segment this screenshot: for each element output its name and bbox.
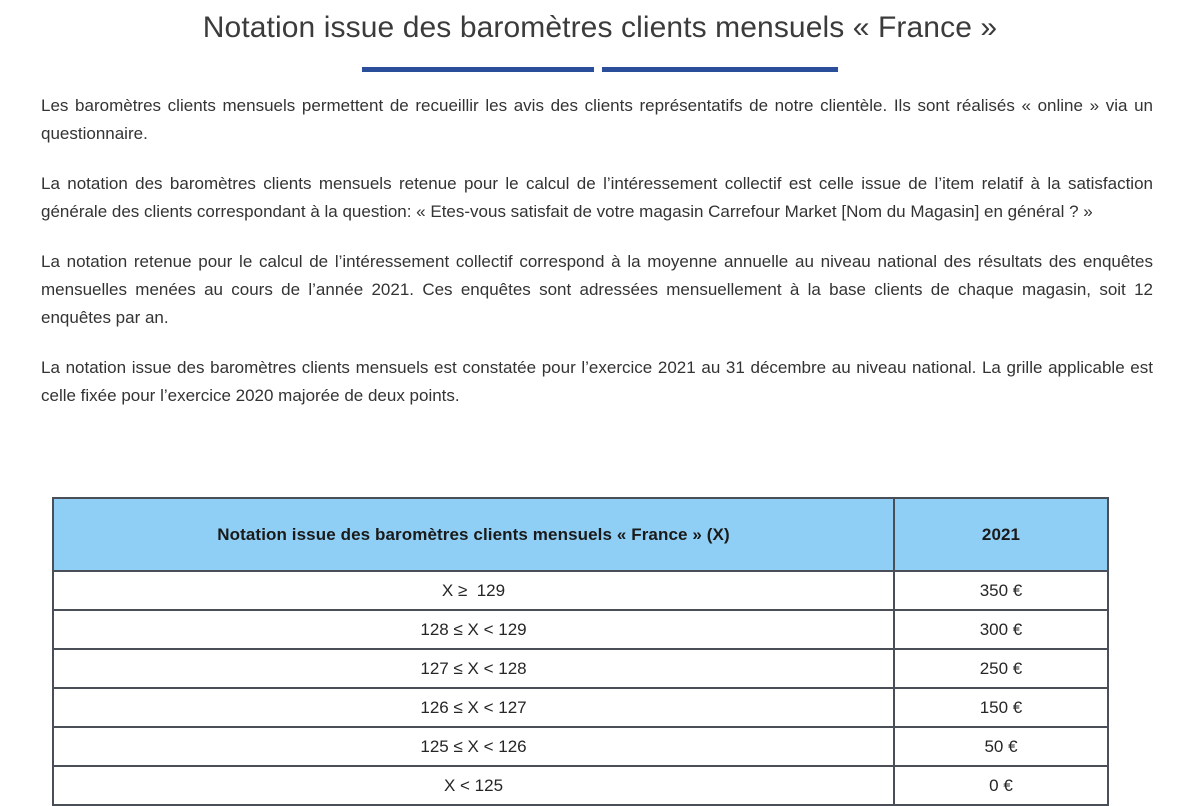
cell-amount: 350 € bbox=[894, 571, 1108, 610]
column-header-range: Notation issue des baromètres clients mensuels « France » (X) bbox=[53, 498, 894, 571]
table-row bbox=[53, 610, 1108, 649]
bonus-grid-table bbox=[52, 497, 1109, 806]
table-row bbox=[53, 688, 1108, 727]
table-header-row bbox=[53, 498, 1108, 571]
table-row bbox=[53, 766, 1108, 805]
cell-range: X < 125 bbox=[53, 766, 894, 805]
column-header-year: 2021 bbox=[894, 498, 1108, 571]
cell-range: 125 ≤ X < 126 bbox=[53, 727, 894, 766]
divider-segment-left bbox=[362, 67, 594, 72]
table-row bbox=[53, 571, 1108, 610]
body-copy bbox=[0, 92, 1200, 410]
table-row bbox=[53, 649, 1108, 688]
cell-range: 127 ≤ X < 128 bbox=[53, 649, 894, 688]
cell-range: X ≥ 129 bbox=[53, 571, 894, 610]
table-row bbox=[53, 727, 1108, 766]
paragraph-1: Les baromètres clients mensuels permettent de recueillir les avis des clients représentatifs de notre clientèle. Ils sont réalisés « online » via un questionnaire. bbox=[41, 96, 1153, 143]
paragraph-3: La notation retenue pour le calcul de l’intéressement collectif correspond à la moyenne annuelle au niveau national des résultats des enquêtes mensuelles menées au cours de l’année 2021. Ces enquêtes sont adressées mensuellement à la base clients de chaque magasin, soit 12 enquêtes par an. bbox=[41, 252, 1153, 327]
cell-range: 128 ≤ X < 129 bbox=[53, 610, 894, 649]
title-divider bbox=[0, 64, 1200, 74]
cell-range: 126 ≤ X < 127 bbox=[53, 688, 894, 727]
divider-segment-right bbox=[602, 67, 838, 72]
cell-amount: 250 € bbox=[894, 649, 1108, 688]
cell-amount: 150 € bbox=[894, 688, 1108, 727]
cell-amount: 0 € bbox=[894, 766, 1108, 805]
cell-amount: 300 € bbox=[894, 610, 1108, 649]
cell-amount: 50 € bbox=[894, 727, 1108, 766]
bonus-grid-table-wrapper bbox=[52, 497, 1107, 806]
paragraph-2: La notation des baromètres clients mensuels retenue pour le calcul de l’intéressement collectif est celle issue de l’item relatif à la satisfaction générale des clients correspondant à la question: « Etes-vous satisfait de votre magasin Carrefour Market [Nom du Magasin] en général ? » bbox=[41, 174, 1153, 221]
paragraph-4: La notation issue des baromètres clients mensuels est constatée pour l’exercice 2021 au 31 décembre au niveau national. La grille applicable est celle fixée pour l’exercice 2020 majorée de deux points. bbox=[41, 358, 1153, 405]
page-title: Notation issue des baromètres clients mensuels « France » bbox=[202, 11, 998, 44]
